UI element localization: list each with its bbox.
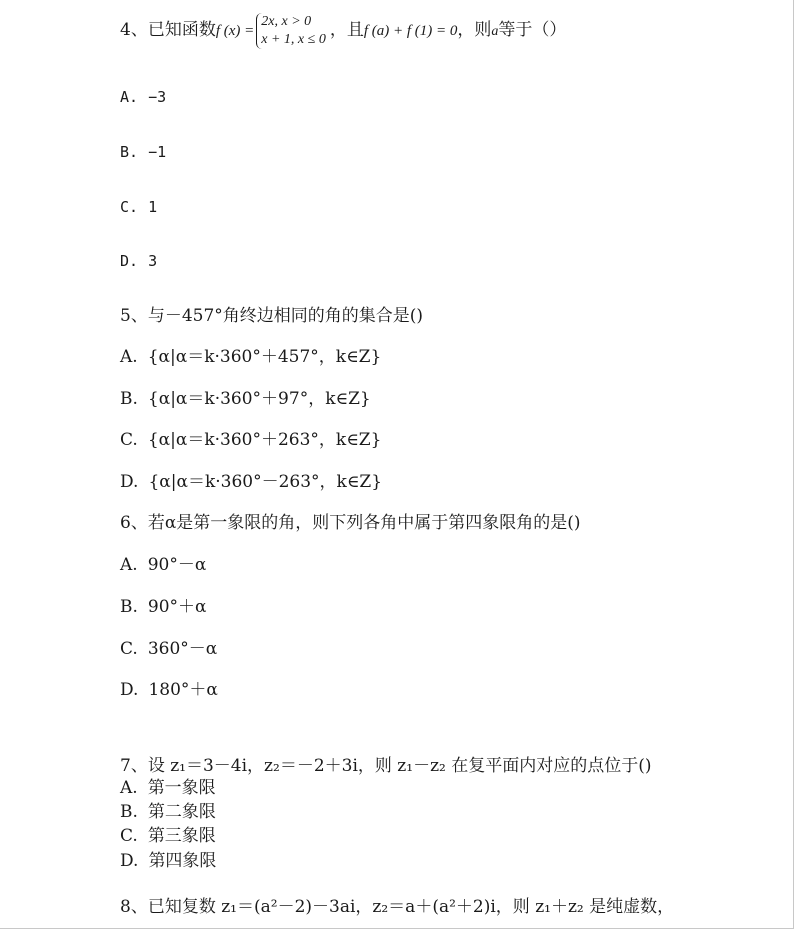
option-text: {α|α＝k·360°＋457°，k∈Z} — [147, 347, 382, 367]
option-label: B. — [120, 389, 138, 409]
piecewise-case-2: x + 1, x ≤ 0 — [261, 31, 326, 47]
option-a — [120, 86, 166, 108]
option-label: D. — [120, 252, 139, 270]
option-text: 90°－α — [147, 555, 207, 575]
option-label: A. — [120, 88, 139, 106]
option-b — [120, 388, 371, 410]
option-text: −3 — [148, 88, 167, 106]
option-text: 360°－α — [147, 639, 218, 659]
option-a — [120, 346, 381, 368]
option-text: 第三象限 — [147, 826, 216, 846]
piecewise-definition — [256, 13, 326, 49]
option-c — [120, 196, 157, 218]
question-7-stem: 7、设 z₁＝3－4i，z₂＝－2＋3i，则 z₁－z₂ 在复平面内对应的点位于() — [120, 756, 652, 776]
option-label: A. — [120, 778, 138, 798]
option-text: 第一象限 — [147, 778, 216, 798]
option-label: B. — [120, 143, 139, 161]
option-b — [120, 141, 166, 163]
stem-text: 已知函数 — [147, 20, 216, 40]
option-text: {α|α＝k·360°＋263°，k∈Z} — [147, 430, 382, 450]
option-b — [120, 801, 216, 823]
option-a — [120, 554, 206, 576]
question-4-stem — [120, 10, 566, 52]
option-c — [120, 638, 217, 660]
option-d — [120, 471, 382, 493]
function-name: f (x) = — [215, 23, 255, 39]
option-text: {α|α＝k·360°＋97°，k∈Z} — [147, 389, 371, 409]
option-label: C. — [120, 430, 138, 450]
stem-text: 等于（） — [498, 20, 567, 40]
option-text: 90°＋α — [147, 597, 207, 617]
variable: a — [491, 24, 499, 39]
question-5-stem: 5、与－457°角终边相同的角的集合是() — [120, 306, 424, 326]
option-text: −1 — [148, 143, 167, 161]
option-label: C. — [120, 826, 138, 846]
option-label: D. — [120, 851, 139, 871]
condition-equation: f (a) + f (1) = 0 — [363, 23, 458, 39]
stem-text: ，则 — [457, 20, 492, 40]
question-6-stem: 6、若α是第一象限的角，则下列各角中属于第四象限角的是() — [120, 513, 581, 533]
stem-text: ，且 — [329, 20, 364, 40]
option-text: 第二象限 — [147, 802, 216, 822]
option-label: D. — [120, 680, 139, 700]
option-text: {α|α＝k·360°－263°，k∈Z} — [148, 472, 383, 492]
question-number: 4、 — [120, 20, 148, 40]
option-label: D. — [120, 472, 139, 492]
piecewise-case-1: 2x, x > 0 — [261, 13, 312, 29]
option-text: 180°＋α — [148, 680, 218, 700]
option-label: B. — [120, 802, 138, 822]
option-a — [120, 777, 216, 799]
question-8-stem: 8、已知复数 z₁＝(a²－2)－3ai，z₂＝a＋(a²＋2)i，则 z₁＋z₂ 是纯虚数， — [120, 897, 675, 917]
option-b — [120, 596, 207, 618]
option-label: A. — [120, 347, 138, 367]
option-d — [120, 679, 218, 701]
option-label: C. — [120, 639, 138, 659]
option-label: B. — [120, 597, 138, 617]
option-c — [120, 429, 381, 451]
option-text: 1 — [148, 198, 158, 216]
option-text: 3 — [148, 252, 158, 270]
option-text: 第四象限 — [148, 851, 217, 871]
option-d — [120, 250, 157, 272]
option-label: A. — [120, 555, 138, 575]
option-label: C. — [120, 198, 139, 216]
option-d — [120, 850, 216, 872]
option-c — [120, 825, 216, 847]
